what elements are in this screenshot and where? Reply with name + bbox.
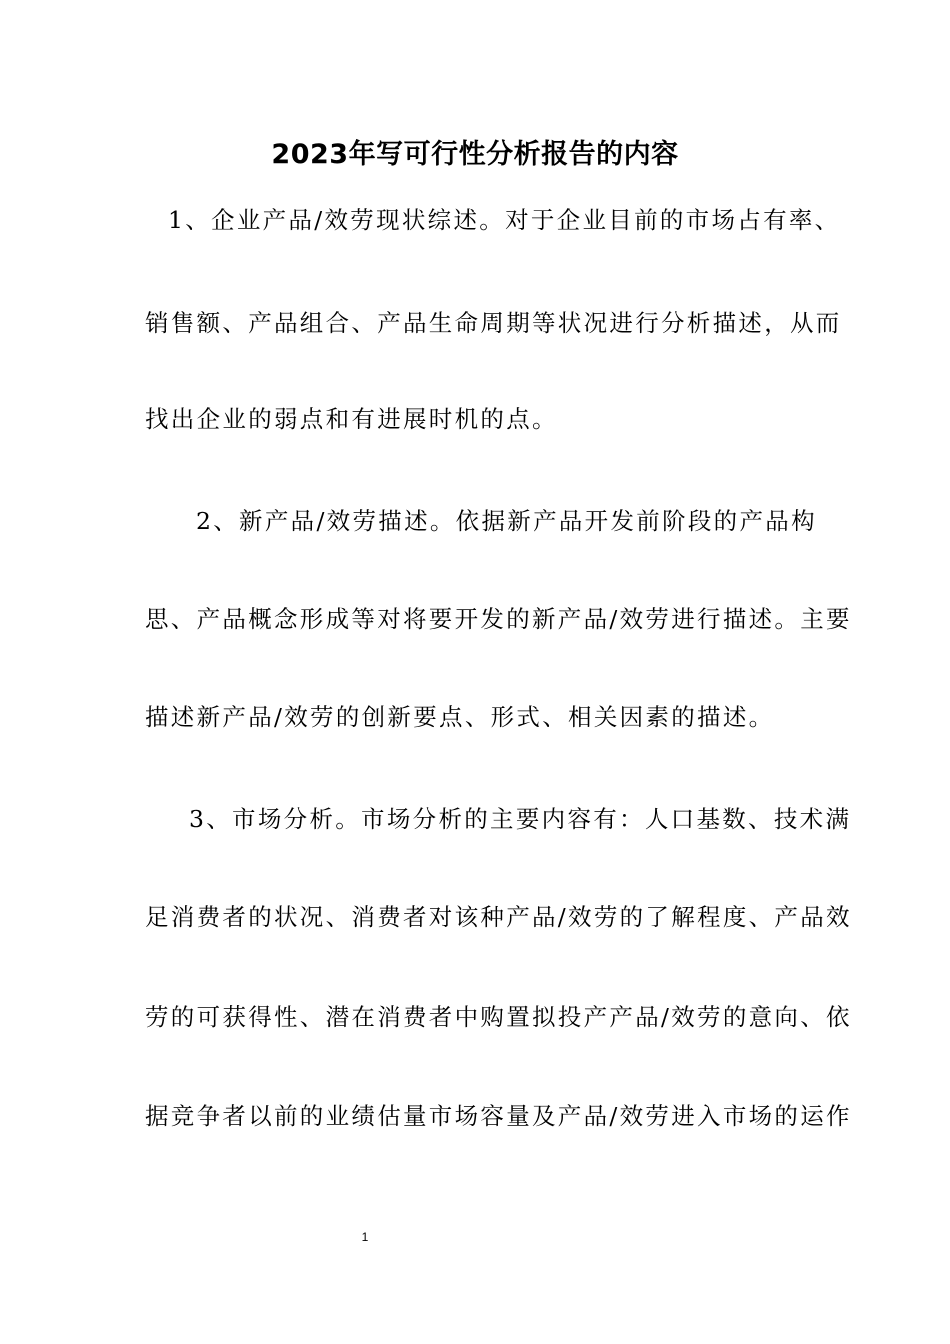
paragraph-1-line-1: 1、企业产品/效劳现状综述。对于企业目前的市场占有率、 xyxy=(168,206,841,234)
paragraph-2-line-1: 2、新产品/效劳描述。依据新产品开发前阶段的产品构 xyxy=(196,507,817,535)
paragraph-3-line-1: 3、市场分析。市场分析的主要内容有：人口基数、技术满 xyxy=(189,805,852,833)
paragraph-3-line-2: 足消费者的状况、消费者对该种产品/效劳的了解程度、产品效 xyxy=(145,903,852,931)
paragraph-3-line-3: 劳的可获得性、潜在消费者中购置拟投产产品/效劳的意向、依 xyxy=(145,1003,852,1031)
paragraph-2-line-3: 描述新产品/效劳的创新要点、形式、相关因素的描述。 xyxy=(145,703,775,731)
paragraph-1-line-2: 销售额、产品组合、产品生命周期等状况进行分析描述，从而 xyxy=(145,309,842,337)
paragraph-1-line-3: 找出企业的弱点和有进展时机的点。 xyxy=(145,405,558,433)
document-title: 2023年写可行性分析报告的内容 xyxy=(271,139,679,170)
paragraph-3-line-4: 据竞争者以前的业绩估量市场容量及产品/效劳进入市场的运作 xyxy=(145,1102,852,1130)
page-number: 1 xyxy=(361,1230,369,1244)
paragraph-2-line-2: 思、产品概念形成等对将要开发的新产品/效劳进行描述。主要 xyxy=(145,605,852,633)
